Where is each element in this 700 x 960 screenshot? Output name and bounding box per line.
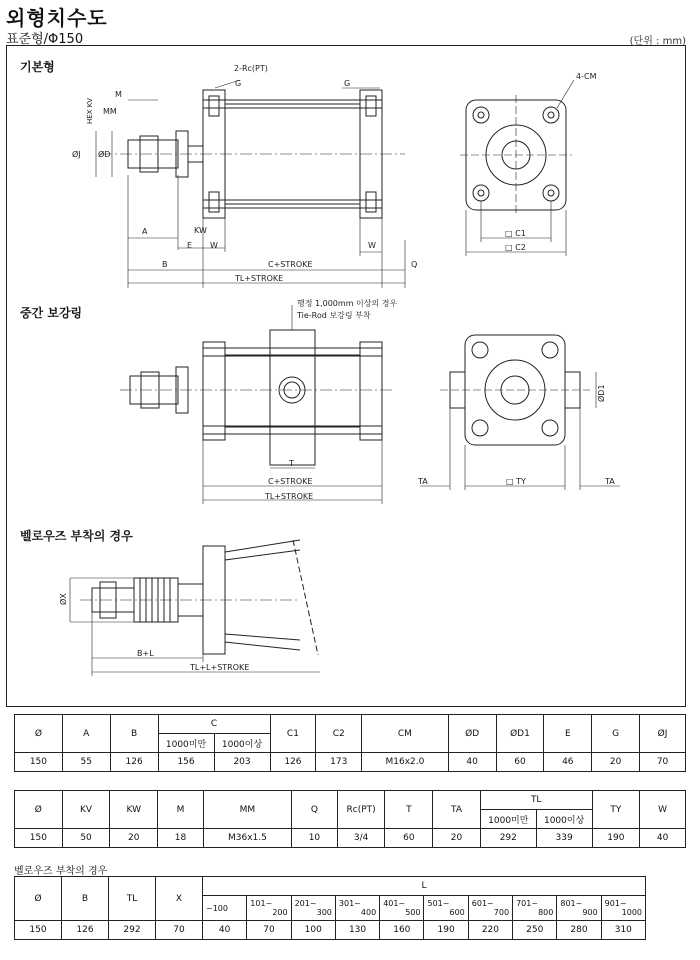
label-w2: W — [368, 241, 376, 250]
label-bl: B+L — [137, 649, 154, 658]
table-cell: 70 — [640, 753, 686, 772]
table-cell: 100 — [291, 921, 335, 940]
l-range-header — [380, 896, 424, 921]
table-cell: 46 — [544, 753, 592, 772]
label-c2: □ C2 — [505, 243, 526, 252]
table-cell: 150 — [15, 921, 62, 940]
t2-h-tl-lt: 1000미만 — [480, 810, 536, 829]
table-cell: 10 — [292, 829, 338, 848]
label-kw: KW — [194, 226, 207, 235]
t2-h-kw: KW — [110, 791, 158, 829]
table-cell: 292 — [109, 921, 156, 940]
l-range-header — [557, 896, 601, 921]
table-cell: 292 — [480, 829, 536, 848]
section-middle-title: 중간 보강링 — [20, 306, 83, 320]
l-range-header — [601, 896, 645, 921]
label-hexkv: HEX KV — [86, 97, 94, 124]
label-od1: ØD1 — [597, 384, 606, 402]
l-range-end: 200 — [272, 908, 288, 917]
table-cell: 126 — [110, 753, 158, 772]
t1-h-b: B — [110, 715, 158, 753]
table-cell: 70 — [247, 921, 291, 940]
label-ox: ØX — [59, 593, 68, 605]
l-range-start: 301~ — [338, 899, 361, 908]
section-bellows-title: 벨로우즈 부착의 경우 — [20, 529, 133, 543]
label-cm: 4-CM — [576, 72, 597, 81]
l-range-start: 401~ — [383, 899, 406, 908]
label-m: M — [115, 90, 122, 99]
spec-table-3 — [14, 876, 646, 940]
l-range-start: 801~ — [560, 899, 583, 908]
t1-h-oj: ØJ — [640, 715, 686, 753]
table-cell: 190 — [592, 829, 640, 848]
spec-table-2 — [14, 790, 686, 848]
table-cell: 220 — [468, 921, 512, 940]
table-cell: 310 — [601, 921, 645, 940]
l-range-header — [335, 896, 379, 921]
label-tllstroke: TL+L+STROKE — [190, 663, 250, 672]
table-cell: 60 — [496, 753, 544, 772]
l-range-end: 700 — [493, 908, 510, 917]
label-e: E — [187, 241, 193, 250]
t2-h-rc: Rc(PT) — [337, 791, 385, 829]
label-b: B — [162, 260, 168, 269]
page-subtitle: 표준형/Φ150 — [6, 32, 84, 47]
section-basic-title: 기본형 — [20, 60, 55, 74]
label-c1: □ C1 — [505, 229, 526, 238]
note-line1: 행정 1,000mm 이상의 경우 — [297, 299, 398, 308]
l-range-header — [291, 896, 335, 921]
l-range-end: 600 — [449, 908, 465, 917]
label-tlstroke: TL+STROKE — [235, 274, 284, 283]
l-range-start: 701~ — [516, 899, 539, 908]
label-a: A — [142, 227, 148, 236]
table-cell: 203 — [214, 753, 270, 772]
l-range-header — [424, 896, 468, 921]
table-cell: M36x1.5 — [203, 829, 291, 848]
t1-h-c2: C2 — [316, 715, 362, 753]
t1-h-e: E — [544, 715, 592, 753]
table-cell: 50 — [62, 829, 110, 848]
l-range-header — [513, 896, 557, 921]
table-cell: 40 — [448, 753, 496, 772]
t3-h-dia: Ø — [15, 877, 62, 921]
table-cell: 55 — [62, 753, 110, 772]
t2-h-kv: KV — [62, 791, 110, 829]
l-range-start: 901~ — [604, 899, 627, 908]
t2-h-tl-ge: 1000이상 — [536, 810, 592, 829]
label-mm: MM — [103, 107, 117, 116]
label-t: T — [289, 459, 294, 468]
table-cell: 20 — [433, 829, 481, 848]
table-cell: 250 — [513, 921, 557, 940]
table-cell: 70 — [156, 921, 203, 940]
t1-h-c-lt: 1000미만 — [158, 734, 214, 753]
t1-h-g: G — [592, 715, 640, 753]
l-range-header — [468, 896, 512, 921]
t1-h-a: A — [62, 715, 110, 753]
table-cell: 150 — [15, 829, 63, 848]
t3-h-l: L — [203, 877, 646, 896]
table-cell: 40 — [203, 921, 247, 940]
basic-side-view — [96, 80, 405, 288]
l-range-header — [247, 896, 291, 921]
label-q: Q — [411, 260, 418, 269]
middle-side-view — [120, 305, 395, 504]
table-cell: 18 — [158, 829, 204, 848]
t2-h-m: M — [158, 791, 204, 829]
table-cell: 160 — [380, 921, 424, 940]
t1-h-c: C — [158, 715, 270, 734]
table-cell: 280 — [557, 921, 601, 940]
page-title: 외형치수도 — [6, 6, 108, 30]
label-ty: □ TY — [506, 477, 526, 486]
l-range-header — [203, 896, 247, 921]
table-cell: 173 — [316, 753, 362, 772]
table-cell: 156 — [158, 753, 214, 772]
spec-table-1 — [14, 714, 686, 772]
t2-h-w: W — [640, 791, 686, 829]
t1-h-dia: Ø — [15, 715, 63, 753]
t3-h-b: B — [62, 877, 109, 921]
bellows-view — [70, 540, 320, 676]
l-range-start: ~100 — [206, 903, 228, 913]
table-cell: M16x2.0 — [362, 753, 449, 772]
table-cell: 20 — [110, 829, 158, 848]
table-cell: 40 — [640, 829, 686, 848]
t1-h-od1: ØD1 — [496, 715, 544, 753]
table-cell: 3/4 — [337, 829, 385, 848]
table-cell: 339 — [536, 829, 592, 848]
t1-h-od: ØD — [448, 715, 496, 753]
t1-h-c1: C1 — [270, 715, 316, 753]
t2-h-dia: Ø — [15, 791, 63, 829]
l-range-end: 1000 — [621, 908, 642, 917]
table-cell: 150 — [15, 753, 63, 772]
t2-h-ty: TY — [592, 791, 640, 829]
t1-h-cm: CM — [362, 715, 449, 753]
t2-h-q: Q — [292, 791, 338, 829]
t3-h-x: X — [156, 877, 203, 921]
l-range-end: 900 — [582, 908, 598, 917]
l-range-end: 800 — [538, 908, 554, 917]
label-oj: ØJ — [72, 150, 81, 159]
t2-h-mm: MM — [203, 791, 291, 829]
table-cell: 130 — [335, 921, 379, 940]
note-line2: Tie-Rod 보강링 부착 — [297, 311, 371, 320]
table-cell: 126 — [62, 921, 109, 940]
label-ta1: TA — [418, 477, 428, 486]
table-cell: 20 — [592, 753, 640, 772]
label-w1: W — [210, 241, 218, 250]
table-cell: 190 — [424, 921, 468, 940]
l-range-start: 201~ — [294, 899, 317, 908]
t2-h-tl: TL — [480, 791, 592, 810]
label-g2: G — [344, 79, 351, 88]
label-tlstroke2: TL+STROKE — [265, 492, 314, 501]
t2-h-t: T — [385, 791, 433, 829]
l-range-end: 500 — [405, 908, 421, 917]
unit-note: (단위 : mm) — [629, 36, 686, 47]
middle-end-view — [420, 335, 620, 490]
label-cstroke: C+STROKE — [268, 260, 313, 269]
t1-h-c-ge: 1000이상 — [214, 734, 270, 753]
t3-h-tl: TL — [109, 877, 156, 921]
table-cell: 126 — [270, 753, 316, 772]
table-cell: 60 — [385, 829, 433, 848]
label-g1: G — [235, 79, 242, 88]
table3-label: 벨로우즈 부착의 경우 — [14, 866, 108, 877]
l-range-end: 300 — [316, 908, 332, 917]
l-range-start: 601~ — [471, 899, 494, 908]
l-range-end: 400 — [360, 908, 377, 917]
label-ta2: TA — [605, 477, 615, 486]
label-rc: 2-Rc(PT) — [234, 64, 268, 73]
label-cstroke2: C+STROKE — [268, 477, 313, 486]
label-od: ØD — [98, 150, 111, 159]
l-range-start: 501~ — [427, 899, 450, 908]
t2-h-ta: TA — [433, 791, 481, 829]
l-range-start: 101~ — [250, 899, 273, 908]
